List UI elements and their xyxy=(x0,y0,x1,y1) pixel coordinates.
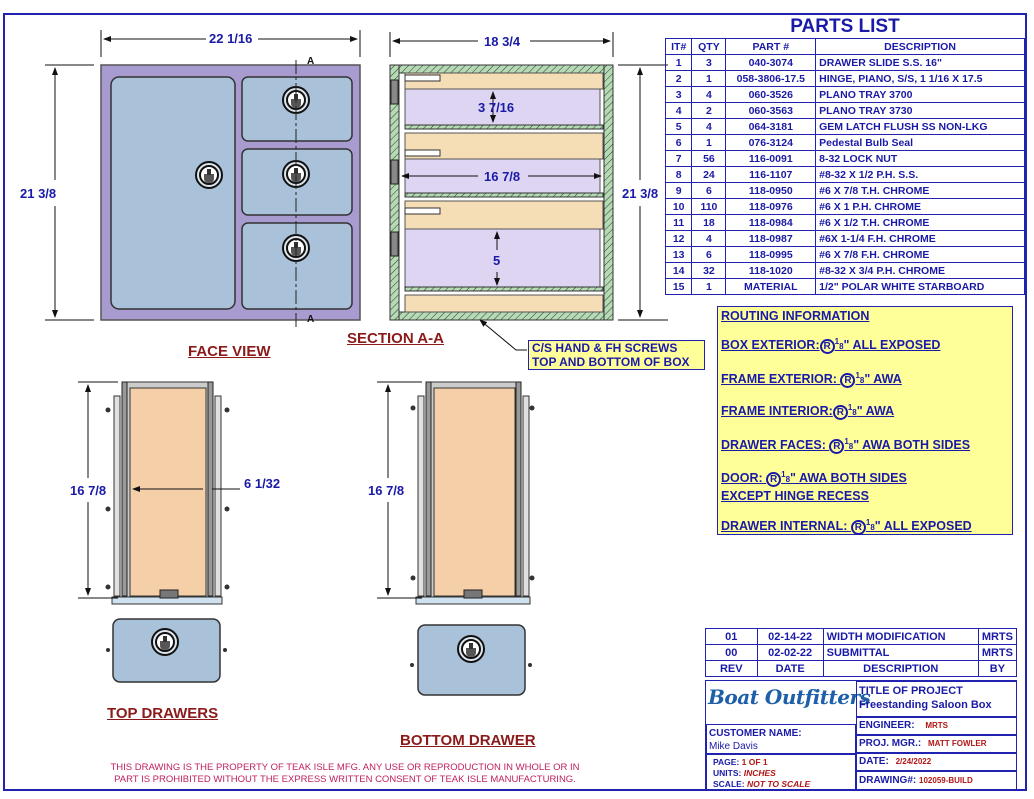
pm-cell xyxy=(856,735,1017,753)
item-cell: 6 xyxy=(666,135,692,151)
item-cell: 5 xyxy=(666,119,692,135)
item-cell: 3 xyxy=(666,87,692,103)
fraction-numerator: 1 xyxy=(865,518,871,527)
fraction-denominator: 8 xyxy=(852,408,857,418)
project-cell xyxy=(856,681,1017,717)
parts-header-part: PART # xyxy=(726,39,816,55)
item-cell: 1 xyxy=(666,55,692,71)
fraction-numerator: 1 xyxy=(844,437,849,446)
description-cell: #6X 1-1/4 F.H. CHROME xyxy=(816,231,1025,247)
top-drawer-depth-dim: 3 7/16 xyxy=(478,100,515,115)
drawing-value: 102059-BUILD xyxy=(919,776,973,785)
item-cell: 7 xyxy=(666,151,692,167)
item-cell: 13 xyxy=(666,247,692,263)
bottom-drawer-height-dim: 16 7/8 xyxy=(368,483,405,498)
part-number-cell: 058-3806-17.5 xyxy=(726,71,816,87)
face-width-dim: 22 1/16 xyxy=(209,31,253,46)
description-cell: #8-32 X 3/4 P.H. CHROME xyxy=(816,263,1025,279)
routing-line-label: FRAME INTERIOR: xyxy=(721,404,833,419)
qty-cell: 6 xyxy=(692,247,726,263)
section-mark-bottom: A xyxy=(307,314,315,325)
qty-cell: 4 xyxy=(692,119,726,135)
routing-line xyxy=(721,518,972,535)
customer-cell xyxy=(706,724,856,754)
screws-callout xyxy=(528,340,705,370)
fraction-numerator: 1 xyxy=(781,470,786,479)
description-cell: DRAWER SLIDE S.S. 16" xyxy=(816,55,1025,71)
routing-line-value: " ALL EXPOSED xyxy=(843,338,941,353)
router-symbol-icon: R xyxy=(840,373,855,388)
qty-cell: 4 xyxy=(692,87,726,103)
routing-line xyxy=(721,337,940,354)
top-drawers-height-dim: 16 7/8 xyxy=(70,483,107,498)
drawing-cell xyxy=(856,771,1017,790)
fraction-denominator: 8 xyxy=(839,342,844,352)
part-number-cell: 116-1107 xyxy=(726,167,816,183)
table-row xyxy=(666,279,1025,295)
qty-cell: 1 xyxy=(692,135,726,151)
fraction-denominator: 8 xyxy=(785,475,791,485)
qty-cell: 3 xyxy=(692,55,726,71)
page-value: 1 OF 1 xyxy=(741,757,768,767)
qty-cell: 32 xyxy=(692,263,726,279)
rev-cell: 00 xyxy=(706,645,758,661)
part-number-cell: 076-3124 xyxy=(726,135,816,151)
part-number-cell: 118-0950 xyxy=(726,183,816,199)
date-cell xyxy=(856,753,1017,771)
parts-header-qty: QTY xyxy=(692,39,726,55)
item-cell: 15 xyxy=(666,279,692,295)
bottom-drawer-view xyxy=(377,382,535,695)
table-row xyxy=(666,71,1025,87)
part-number-cell: 118-0984 xyxy=(726,215,816,231)
fraction-numerator: 1 xyxy=(834,337,840,346)
description-cell: PLANO TRAY 3730 xyxy=(816,103,1025,119)
description-cell: #6 X 1/2 T.H. CHROME xyxy=(816,215,1025,231)
router-symbol-icon: R xyxy=(829,439,844,454)
router-symbol-icon: R xyxy=(820,339,835,354)
scale-value: NOT TO SCALE xyxy=(747,779,811,789)
item-cell: 11 xyxy=(666,215,692,231)
routing-line-value: " AWA BOTH SIDES xyxy=(790,471,907,486)
table-row xyxy=(706,629,1017,645)
section-width-dim: 18 3/4 xyxy=(484,34,521,49)
routing-line xyxy=(721,371,902,388)
top-drawers-title: TOP DRAWERS xyxy=(107,705,219,722)
parts-list-table xyxy=(665,16,1025,295)
item-cell: 10 xyxy=(666,199,692,215)
face-view xyxy=(45,30,360,330)
qty-cell: 110 xyxy=(692,199,726,215)
router-symbol-icon: R xyxy=(833,405,848,420)
routing-title: ROUTING INFORMATION xyxy=(721,309,870,323)
routing-line-label: DRAWER INTERNAL: xyxy=(721,519,851,534)
qty-cell: 56 xyxy=(692,151,726,167)
table-row xyxy=(666,135,1025,151)
routing-line xyxy=(721,437,970,454)
section-mark-top: A xyxy=(307,56,315,67)
part-number-cell: 060-3563 xyxy=(726,103,816,119)
units-value: INCHES xyxy=(743,768,776,778)
rev-by-cell: MRTS xyxy=(978,629,1016,645)
page-label: PAGE: xyxy=(713,757,740,767)
description-cell: 8-32 LOCK NUT xyxy=(816,151,1025,167)
pm-label: PROJ. MGR.: xyxy=(859,738,922,749)
routing-line xyxy=(721,403,894,420)
fraction-denominator: 8 xyxy=(870,523,875,533)
table-row xyxy=(666,167,1025,183)
routing-line-label: DRAWER FACES: xyxy=(721,438,830,453)
routing-door-extra: EXCEPT HINGE RECESS xyxy=(721,489,869,503)
logo-area xyxy=(706,681,871,724)
project-label: TITLE OF PROJECT xyxy=(859,685,963,697)
top-drawers-width-dim: 6 1/32 xyxy=(244,476,281,491)
part-number-cell: 118-0976 xyxy=(726,199,816,215)
part-number-cell: 118-1020 xyxy=(726,263,816,279)
rev-header-rev: REV xyxy=(706,661,758,677)
table-row xyxy=(666,119,1025,135)
bottom-drawer-title: BOTTOM DRAWER xyxy=(400,732,536,749)
table-row xyxy=(666,263,1025,279)
item-cell: 12 xyxy=(666,231,692,247)
routing-line xyxy=(721,470,907,487)
description-cell: #6 X 1 P.H. CHROME xyxy=(816,199,1025,215)
rev-header-by: BY xyxy=(978,661,1016,677)
item-cell: 4 xyxy=(666,103,692,119)
face-height-dim: 21 3/8 xyxy=(20,186,57,201)
description-cell: #6 X 7/8 F.H. CHROME xyxy=(816,247,1025,263)
rev-date-cell: 02-14-22 xyxy=(757,629,823,645)
date-value: 2/24/2022 xyxy=(895,757,932,766)
qty-cell: 1 xyxy=(692,279,726,295)
section-height-dim: 21 3/8 xyxy=(622,186,659,201)
parts-list-title: PARTS LIST xyxy=(666,16,1025,39)
date-label: DATE: xyxy=(859,756,889,767)
callout-line-2: TOP AND BOTTOM OF BOX xyxy=(532,355,690,369)
table-row xyxy=(666,183,1025,199)
top-drawers-view xyxy=(78,382,240,682)
fraction-denominator: 8 xyxy=(859,376,865,386)
item-cell: 14 xyxy=(666,263,692,279)
routing-line-value: " AWA xyxy=(864,372,902,387)
routing-line-label: DOOR: xyxy=(721,471,767,486)
company-logo: Boat Outfitters xyxy=(708,685,871,709)
pm-value: MATT FOWLER xyxy=(928,739,987,748)
rev-header-desc: DESCRIPTION xyxy=(823,661,978,677)
fraction-denominator: 8 xyxy=(848,442,854,452)
description-cell: #8-32 X 1/2 P.H. S.S. xyxy=(816,167,1025,183)
rev-header-date: DATE xyxy=(757,661,823,677)
description-cell: #6 X 7/8 T.H. CHROME xyxy=(816,183,1025,199)
table-row xyxy=(666,199,1025,215)
rev-date-cell: 02-02-22 xyxy=(757,645,823,661)
customer-label: CUSTOMER NAME: xyxy=(709,728,802,739)
routing-line-value: " ALL EXPOSED xyxy=(874,519,972,534)
qty-cell: 4 xyxy=(692,231,726,247)
part-number-cell: 116-0091 xyxy=(726,151,816,167)
disclaimer xyxy=(100,762,590,786)
routing-info-panel xyxy=(717,306,1013,535)
description-cell: HINGE, PIANO, S/S, 1 1/16 X 17.5 xyxy=(816,71,1025,87)
part-number-cell: 064-3181 xyxy=(726,119,816,135)
description-cell: 1/2" POLAR WHITE STARBOARD xyxy=(816,279,1025,295)
router-symbol-icon: R xyxy=(851,520,866,535)
engineer-label: ENGINEER: xyxy=(859,720,915,731)
rev-by-cell: MRTS xyxy=(978,645,1016,661)
parts-header-item: IT# xyxy=(666,39,692,55)
router-symbol-icon: R xyxy=(766,472,781,487)
table-row xyxy=(666,215,1025,231)
face-view-title: FACE VIEW xyxy=(188,343,271,360)
engineer-value: MRTS xyxy=(925,721,949,730)
item-cell: 2 xyxy=(666,71,692,87)
qty-cell: 18 xyxy=(692,215,726,231)
part-number-cell: 060-3526 xyxy=(726,87,816,103)
page-info-cell xyxy=(706,754,856,790)
revision-table xyxy=(705,628,1017,677)
routing-line-label: FRAME EXTERIOR: xyxy=(721,372,841,387)
scale-label: SCALE: xyxy=(713,779,745,789)
routing-line-label: BOX EXTERIOR: xyxy=(721,338,820,353)
table-row xyxy=(666,231,1025,247)
table-row xyxy=(706,661,1017,677)
title-block xyxy=(705,680,1017,790)
customer-value: Mike Davis xyxy=(709,741,758,752)
table-row xyxy=(666,151,1025,167)
disclaimer-line-2: PART IS PROHIBITED WITHOUT THE EXPRESS WRITTEN CONSENT OF TEAK ISLE MANUFACTURING. xyxy=(114,774,576,785)
qty-cell: 1 xyxy=(692,71,726,87)
qty-cell: 2 xyxy=(692,103,726,119)
table-row xyxy=(666,55,1025,71)
units-label: UNITS: xyxy=(713,768,742,778)
description-cell: PLANO TRAY 3700 xyxy=(816,87,1025,103)
callout-line-1: C/S HAND & FH SCREWS xyxy=(532,341,678,355)
description-cell: GEM LATCH FLUSH SS NON-LKG xyxy=(816,119,1025,135)
project-name: Freestanding Saloon Box xyxy=(859,699,992,711)
engineer-cell xyxy=(856,717,1017,735)
table-row xyxy=(706,645,1017,661)
part-number-cell: 118-0987 xyxy=(726,231,816,247)
rev-cell: 01 xyxy=(706,629,758,645)
inner-width-dim: 16 7/8 xyxy=(484,169,521,184)
qty-cell: 6 xyxy=(692,183,726,199)
drawing-label: DRAWING#: xyxy=(859,775,917,786)
rev-desc-cell: WIDTH MODIFICATION xyxy=(823,629,978,645)
part-number-cell: MATERIAL xyxy=(726,279,816,295)
part-number-cell: 118-0995 xyxy=(726,247,816,263)
parts-header-desc: DESCRIPTION xyxy=(816,39,1025,55)
fraction-numerator: 1 xyxy=(847,403,853,412)
routing-line-value: " AWA BOTH SIDES xyxy=(853,438,971,453)
description-cell: Pedestal Bulb Seal xyxy=(816,135,1025,151)
routing-line-value: " AWA xyxy=(856,404,895,419)
item-cell: 9 xyxy=(666,183,692,199)
table-row xyxy=(666,87,1025,103)
disclaimer-line-1: THIS DRAWING IS THE PROPERTY OF TEAK ISLE MFG. ANY USE OR REPRODUCTION IN WHOLE OR IN xyxy=(110,762,580,773)
item-cell: 8 xyxy=(666,167,692,183)
bottom-drawer-depth-dim: 5 xyxy=(493,253,501,268)
section-view-title: SECTION A-A xyxy=(347,330,444,347)
table-row xyxy=(666,247,1025,263)
part-number-cell: 040-3074 xyxy=(726,55,816,71)
rev-desc-cell: SUBMITTAL xyxy=(823,645,978,661)
parts-list-body xyxy=(666,55,1025,295)
fraction-numerator: 1 xyxy=(855,371,860,380)
table-row xyxy=(666,103,1025,119)
qty-cell: 24 xyxy=(692,167,726,183)
